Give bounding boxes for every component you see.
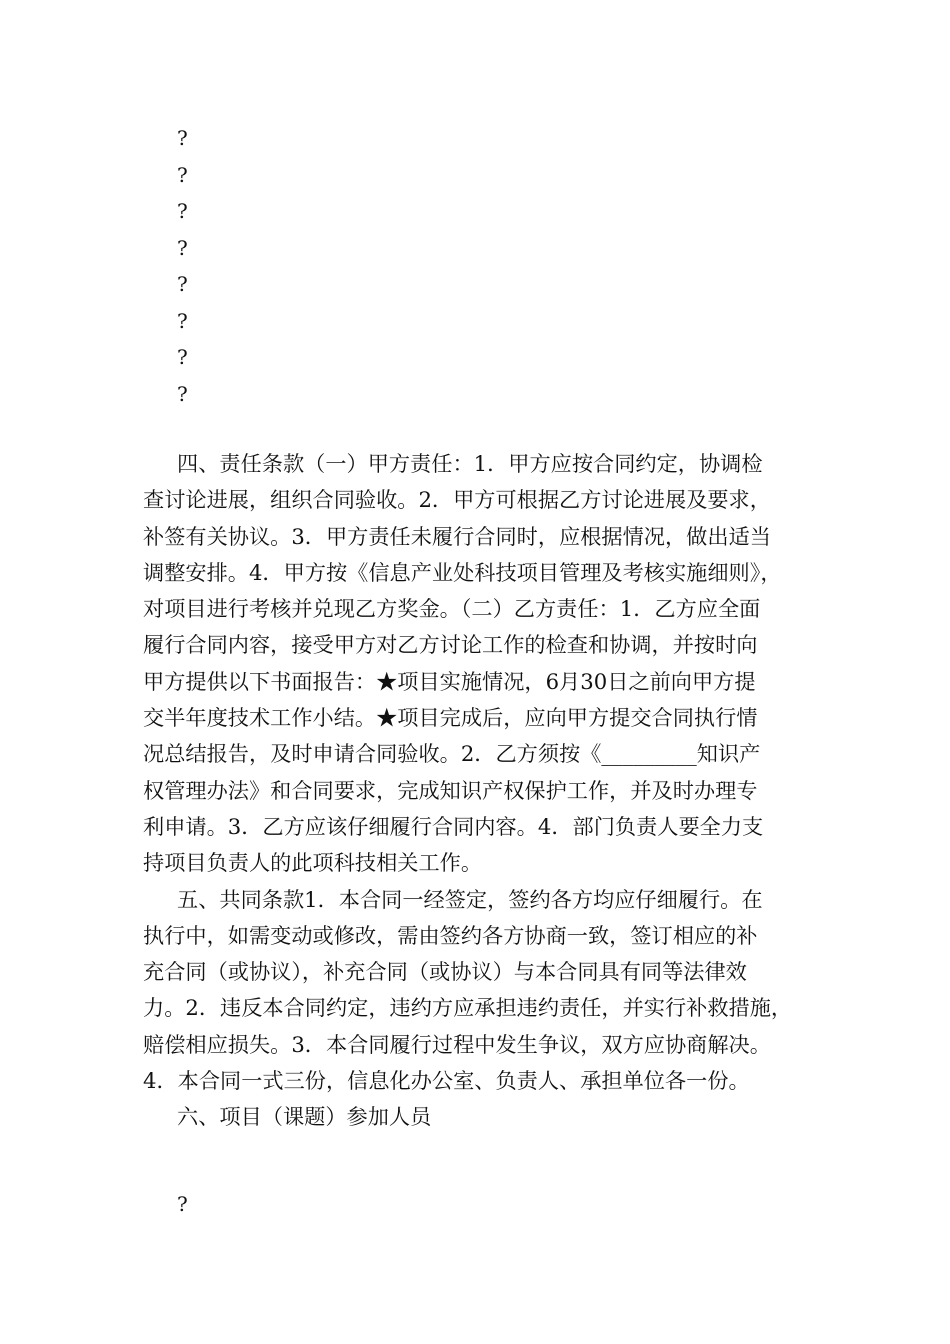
text-line: 利申请。3．乙方应该仔细履行合同内容。4．部门负责人要全力支: [143, 813, 764, 839]
text-line: 执行中，如需变动或修改，需由签约各方协商一致，签订相应的补: [143, 922, 758, 948]
placeholder-mark: ?: [177, 126, 188, 150]
text-line: 交半年度技术工作小结。★项目完成后，应向甲方提交合同执行情: [143, 705, 758, 731]
text-line: 权管理办法》和合同要求，完成知识产权保护工作，并及时办理专: [143, 777, 758, 803]
placeholder-marks: [177, 120, 217, 412]
text-line: 对项目进行考核并兑现乙方奖金。（二）乙方责任：1．乙方应全面: [143, 596, 761, 622]
placeholder-mark: ?: [177, 272, 188, 296]
text-line: 赔偿相应损失。3．本合同履行过程中发生争议，双方应协商解决。: [143, 1031, 771, 1057]
placeholder-mark: ?: [177, 308, 188, 333]
text-line: 补签有关协议。3．甲方责任未履行合同时，应根据情况，做出适当: [143, 523, 771, 549]
placeholder-mark: ?: [177, 381, 188, 406]
placeholder-mark-bottom: ?: [177, 1192, 188, 1216]
placeholder-mark: ?: [177, 345, 188, 369]
text-line: 甲方提供以下书面报告：★项目实施情况，6月30日之前向甲方提: [143, 668, 756, 694]
text-line: 4．本合同一式三份，信息化办公室、负责人、承担单位各一份。: [143, 1068, 750, 1094]
text-line: 持项目负责人的此项科技相关工作。: [143, 850, 483, 876]
text-line: 查讨论进展，组织合同验收。2．甲方可根据乙方讨论进展及要求，: [143, 487, 771, 513]
contract-body-text: [143, 446, 823, 1136]
text-line: 六、项目（课题）参加人员: [177, 1104, 432, 1130]
placeholder-mark: ?: [177, 235, 188, 260]
text-line: 力。2．违反本合同约定，违约方应承担违约责任，并实行补救措施，: [143, 995, 793, 1021]
text-line: 充合同（或协议），补充合同（或协议）与本合同具有同等法律效: [143, 959, 747, 985]
text-line: 履行合同内容，接受甲方对乙方讨论工作的检查和协调，并按时向: [143, 632, 758, 658]
placeholder-mark: ?: [177, 199, 188, 223]
placeholder-mark: ?: [177, 162, 188, 187]
text-line: 四、责任条款（一）甲方责任：1．甲方应按合同约定，协调检: [177, 451, 763, 476]
text-line: 况总结报告，及时申请合同验收。2．乙方须按《_________知识产: [143, 741, 761, 767]
text-line: 五、共同条款1．本合同一经签定，签约各方均应仔细履行。在: [177, 886, 763, 912]
text-line: 调整安排。4．甲方按《信息产业处科技项目管理及考核实施细则》，: [143, 559, 782, 585]
